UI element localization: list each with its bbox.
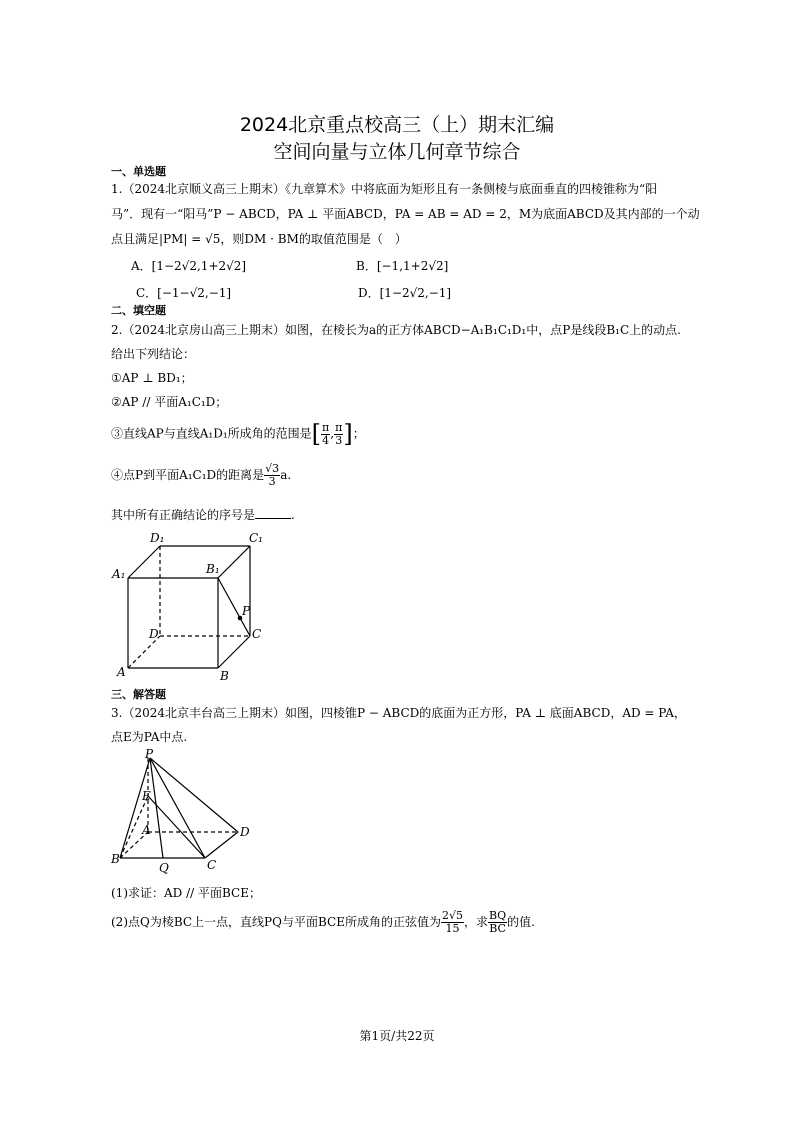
label-C1: C₁ [249, 531, 263, 545]
section-fill-blank: 二、填空题 [111, 304, 166, 317]
title-line-2: 空间向量与立体几何章节综合 [273, 141, 521, 163]
label-Q: Q [159, 861, 169, 875]
q1-option-a: A．[1−2√2,1+2√2] [131, 259, 247, 273]
q2-line-1: 2.（2024北京房山高三上期末）如图，在棱长为a的正方体ABCD−A₁B₁C₁D₁中，点P是线段B₁C上的动点. [111, 323, 681, 337]
label-A1: A₁ [112, 567, 126, 581]
label-B1: B₁ [206, 562, 220, 576]
q3-part-1: (1)求证：AD // 平面BCE； [111, 886, 261, 900]
left-bracket: [ [311, 420, 322, 448]
label-E: E [142, 789, 151, 803]
q3-line-2: 点E为PA中点. [111, 730, 188, 744]
q1-option-b: B．[−1,1+2√2] [356, 259, 449, 273]
q3-line-1: 3.（2024北京丰台高三上期末）如图，四棱锥P − ABCD的底面为正方形，PA ⊥ 底面ABCD，AD = PA， [111, 706, 686, 720]
fraction-pi-3: $\frac{\pi}{3}$ [335, 420, 343, 447]
q2-conclusion-4: ④点P到平面A₁C₁D的距离是 $\frac{√3}{3}$ a. [111, 462, 292, 488]
q2-conclusion-1: ①AP ⊥ BD₁； [111, 371, 193, 385]
q2-line-2: 给出下列结论： [111, 347, 196, 361]
pyramid-figure [108, 748, 258, 876]
label-D1: D₁ [150, 531, 165, 545]
q1-option-c: C．[−1−√2,−1] [136, 286, 232, 300]
cube-figure [110, 530, 280, 685]
label-C: C [252, 627, 262, 641]
title-line-1: 2024北京重点校高三（上）期末汇编 [239, 114, 555, 136]
q1-option-d: D．[1−2√2,−1] [358, 286, 452, 300]
q1-line-3: 点且满足|PM| = √5，则DM · BM的取值范围是（ ） [111, 232, 407, 246]
q2-conclusion-2: ②AP // 平面A₁C₁D； [111, 395, 228, 409]
q2-conclusion-3: ③直线AP与直线A₁D₁所成角的范围是[ $\frac{\pi}{4}$ , $\frac{\pi}{3}$ ]； [111, 420, 365, 448]
label-A: A [117, 665, 126, 679]
label-A2: A [142, 823, 151, 837]
q1-line-1: 1.（2024北京顺义高三上期末）《九章算术》中将底面为矩形且有一条侧棱与底面垂直的四棱锥称为“阳 [111, 182, 658, 196]
q2-c3-text: ③直线AP与直线A₁D₁所成角的范围是 [111, 426, 312, 441]
q2-ask: 其中所有正确结论的序号是 . [111, 508, 295, 522]
label-P: P [242, 604, 251, 618]
label-D: D [149, 627, 159, 641]
label-B: B [220, 669, 229, 683]
answer-blank [255, 508, 291, 519]
label-C2: C [207, 858, 217, 872]
page-footer: 第1页/共22页 [359, 1029, 435, 1043]
label-B2: B [111, 852, 120, 866]
section-answer: 三、解答题 [111, 688, 166, 701]
q3-part-2: (2)点Q为棱BC上一点，直线PQ与平面BCE所成角的正弦值为 $\frac{2√5}{15}$ ，求 $\frac{BQ}{BC}$ 的值. [111, 909, 535, 935]
fraction-2sqrt5-15: $\frac{2√5}{15}$ [441, 909, 463, 935]
right-bracket: ] [343, 420, 353, 448]
label-P2: P [145, 748, 154, 761]
section-single-choice: 一、单选题 [111, 165, 166, 178]
fraction-BQ-BC: $\frac{BQ}{BC}$ [489, 909, 507, 935]
fraction-pi-4: $\frac{\pi}{4}$ [322, 420, 330, 447]
label-D2: D [240, 825, 250, 839]
fraction-sqrt3-3: $\frac{√3}{3}$ [265, 462, 280, 488]
q1-line-2: 马”．现有一“阳马”P − ABCD，PA ⊥ 平面ABCD，PA = AB = AD = 2，M为底面ABCD及其内部的一个动 [111, 207, 700, 221]
